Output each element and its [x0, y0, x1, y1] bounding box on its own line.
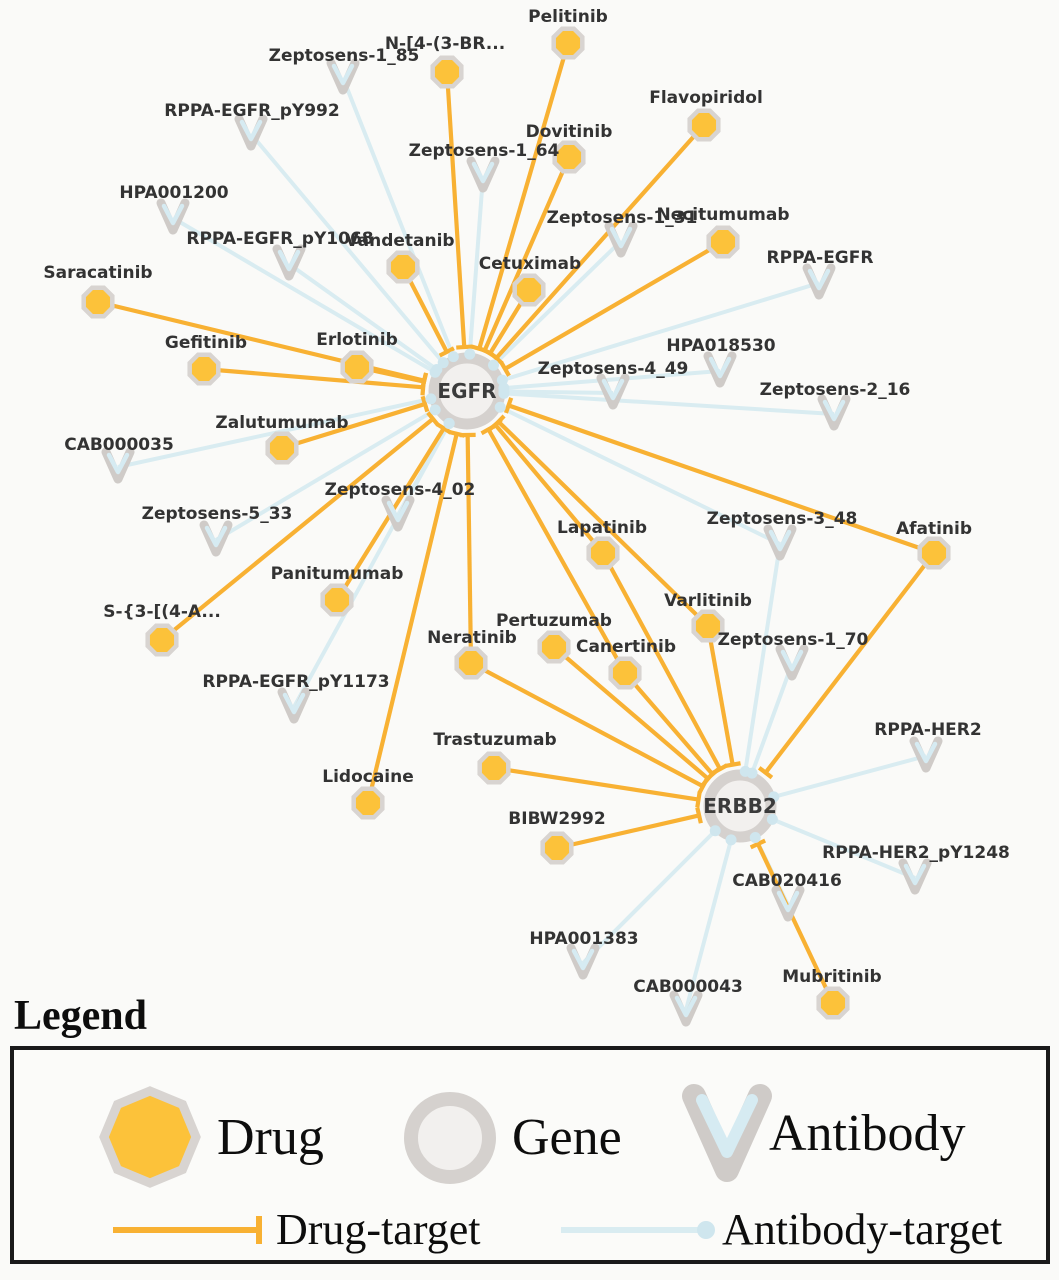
drug-node-Pertuzumab[interactable] [540, 633, 569, 662]
drug-node-Cetuximab[interactable] [515, 276, 544, 305]
drug-node-Trastuzumab[interactable] [480, 754, 509, 783]
node-label-BIBW2992: BIBW2992 [508, 808, 606, 829]
node-label-RPPA-HER2: RPPA-HER2 [874, 719, 982, 740]
node-label-Zeptosens-2_16: Zeptosens-2_16 [759, 379, 911, 400]
edge-dot-Zeptosens-1_31 [488, 360, 499, 371]
drug-node-Neratinib[interactable] [457, 649, 486, 678]
edge-tee-N-[4-(3-BR... [456, 347, 472, 348]
drug-node-Vandetanib[interactable] [389, 253, 418, 282]
node-label-Zeptosens-3_48: Zeptosens-3_48 [706, 508, 858, 529]
gene-label-EGFR: EGFR [437, 379, 497, 403]
node-label-N-[4-(3-BR...: N-[4-(3-BR... [384, 33, 506, 54]
antibody-node-Zeptosens-1_70[interactable] [780, 649, 804, 676]
node-label-Neratinib: Neratinib [427, 627, 517, 648]
node-label-HPA018530: HPA018530 [666, 335, 776, 356]
edge-dot-Zeptosens-5_33 [430, 404, 441, 415]
edge-dot-Zeptosens-1_64 [464, 349, 475, 360]
legend-title: Legend [14, 993, 148, 1039]
node-label-Pelitinib: Pelitinib [528, 6, 608, 27]
edge-dot-Zeptosens-1_85 [448, 351, 459, 362]
node-label-Cetuximab: Cetuximab [478, 253, 582, 274]
edge-dot-RPPA-EGFR_pY1173 [444, 418, 455, 429]
node-label-HPA001383: HPA001383 [529, 928, 639, 949]
antibody-target-line [557, 1208, 722, 1252]
drug-node-Mubritinib[interactable] [819, 989, 848, 1018]
legend-label-drug: Drug [217, 1109, 324, 1166]
edge-tee-Varlitinib [725, 763, 741, 766]
node-label-CAB000035: CAB000035 [64, 434, 174, 455]
node-label-Lidocaine: Lidocaine [322, 766, 414, 787]
node-label-Flavopiridol: Flavopiridol [649, 87, 763, 108]
edge-dot-CAB000043 [726, 834, 737, 845]
node-label-Zeptosens-5_33: Zeptosens-5_33 [141, 503, 293, 524]
node-label-CAB020416: CAB020416 [732, 870, 842, 891]
node-label-Vandetanib: Vandetanib [345, 230, 455, 251]
node-label-Canertinib: Canertinib [575, 636, 677, 657]
edge-dot-RPPA-EGFR_pY1068 [431, 364, 442, 375]
edge-dot-Zeptosens-1_70 [747, 768, 758, 779]
node-label-RPPA-EGFR_pY1068: RPPA-EGFR_pY1068 [186, 228, 374, 249]
drug-node-Zalutumumab[interactable] [268, 434, 297, 463]
node-label-RPPA-EGFR_pY1173: RPPA-EGFR_pY1173 [202, 671, 390, 692]
node-label-Zeptosens-1_70: Zeptosens-1_70 [717, 629, 869, 650]
antibody-node-HPA001200[interactable] [161, 203, 185, 230]
edge-Canertinib-ERBB2 [625, 673, 713, 774]
node-label-RPPA-HER2_pY1248: RPPA-HER2_pY1248 [822, 842, 1010, 863]
edge-N-[4-(3-BR...-EGFR [447, 72, 464, 347]
node-labels [43, 7, 1009, 997]
edge-Trastuzumab-ERBB2 [494, 768, 698, 800]
node-label-Zeptosens-4_02: Zeptosens-4_02 [324, 479, 476, 500]
node-label-RPPA-EGFR: RPPA-EGFR [766, 247, 874, 268]
legend-box [10, 1046, 1050, 1264]
node-label-Trastuzumab: Trastuzumab [433, 729, 557, 750]
node-label-Erlotinib: Erlotinib [316, 329, 398, 350]
node-label-Dovitinib: Dovitinib [525, 121, 613, 142]
drug-node-Lapatinib[interactable] [589, 539, 618, 568]
edge-dot-Zeptosens-3_48 [495, 402, 506, 413]
edge-dot-CAB000035 [425, 393, 436, 404]
node-label-Pertuzumab: Pertuzumab [496, 610, 612, 631]
edge-dot-HPA001383 [710, 825, 721, 836]
legend-label-gene: Gene [512, 1109, 622, 1166]
drug-node-Pelitinib[interactable] [554, 29, 583, 58]
node-label-Mubritinib: Mubritinib [782, 966, 882, 987]
antibody-node-HPA018530[interactable] [708, 356, 732, 383]
antibody-node-RPPA-EGFR[interactable] [807, 268, 831, 295]
node-label-Gefitinib: Gefitinib [164, 332, 248, 353]
drug-node-Flavopiridol[interactable] [690, 111, 719, 140]
edge-tee-BIBW2992 [697, 808, 701, 824]
drug-node-Gefitinib[interactable] [190, 355, 219, 384]
drug-node-Afatinib[interactable] [920, 539, 949, 568]
gene-label-ERBB2: ERBB2 [703, 794, 777, 818]
legend-label-antibody: Antibody [769, 1105, 966, 1162]
edge-dot-CAB020416 [750, 832, 761, 843]
antibody-icon [680, 1078, 774, 1188]
edge-dot-Zeptosens-2_16 [498, 388, 509, 399]
node-label-Zeptosens-1_85: Zeptosens-1_85 [268, 45, 420, 66]
gene-icon [402, 1090, 498, 1186]
legend-label-drug-target: Drug-target [276, 1205, 481, 1254]
drug-node-S-{3-[(4-A...[interactable] [148, 626, 177, 655]
node-label-Lapatinib: Lapatinib [557, 517, 647, 538]
drug-node-Saracatinib[interactable] [84, 288, 113, 317]
drug-node-BIBW2992[interactable] [543, 834, 572, 863]
node-label-Zalutumumab: Zalutumumab [215, 412, 349, 433]
drug-target-line [109, 1208, 274, 1252]
node-label-Afatinib: Afatinib [895, 518, 973, 539]
node-label-Varlitinib: Varlitinib [664, 590, 752, 611]
legend-label-antibody-target: Antibody-target [722, 1205, 1003, 1254]
node-label-Zeptosens-1_31: Zeptosens-1_31 [546, 207, 698, 228]
drug-node-Erlotinib[interactable] [343, 353, 372, 382]
node-label-S-{3-[(4-A...: S-{3-[(4-A... [103, 601, 221, 622]
drug-node-Panitumumab[interactable] [323, 586, 352, 615]
drug-node-N-[4-(3-BR...[interactable] [433, 58, 462, 87]
drug-icon [99, 1086, 201, 1188]
node-label-Zeptosens-4_49: Zeptosens-4_49 [537, 358, 689, 379]
node-label-CAB000043: CAB000043 [633, 976, 743, 997]
antibody-node-RPPA-HER2[interactable] [914, 741, 938, 768]
drug-node-Canertinib[interactable] [611, 659, 640, 688]
edge-tee-Trastuzumab [697, 792, 699, 808]
node-label-Necitumumab: Necitumumab [656, 204, 790, 225]
drug-node-Lidocaine[interactable] [354, 789, 383, 818]
node-label-HPA001200: HPA001200 [119, 182, 229, 203]
node-label-Panitumumab: Panitumumab [270, 563, 404, 584]
drug-node-Necitumumab[interactable] [709, 228, 738, 257]
antibody-node-Zeptosens-1_64[interactable] [471, 161, 495, 188]
node-label-Saracatinib: Saracatinib [43, 262, 153, 283]
antibody-node-Zeptosens-1_85[interactable] [331, 63, 355, 90]
node-label-Zeptosens-1_64: Zeptosens-1_64 [408, 140, 560, 161]
node-label-RPPA-EGFR_pY992: RPPA-EGFR_pY992 [164, 100, 340, 121]
